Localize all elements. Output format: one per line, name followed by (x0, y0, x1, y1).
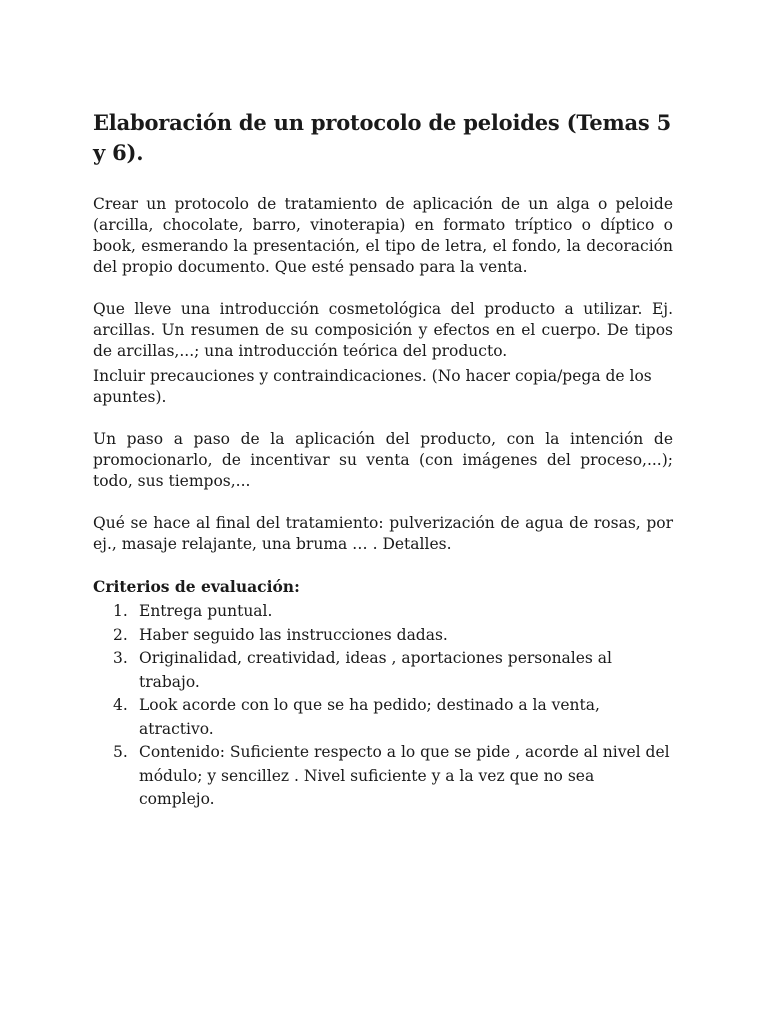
paragraph-final: Qué se hace al final del tratamiento: pulverización de agua de rosas, por ej., masaje relajante, una bruma … . Detalles. (93, 514, 673, 553)
criteria-number: 1. (113, 602, 128, 620)
criteria-text: Look acorde con lo que se ha pedido; destinado a la venta, atractivo. (139, 696, 600, 738)
criteria-text: Originalidad, creatividad, ideas , aportaciones personales al trabajo. (139, 649, 613, 691)
criteria-text: Entrega puntual. (139, 602, 273, 620)
document-page (93, 108, 673, 812)
paragraph-precautions: Incluir precauciones y contraindicaciones. (No hacer copia/pega de los apuntes). (93, 367, 652, 406)
document-title: Elaboración de un protocolo de peloides (Temas 5 y 6). (93, 110, 672, 165)
paragraph-steps: Un paso a paso de la aplicación del producto, con la intención de promocionarlo, de incentivar su venta (con imágenes del proceso,...); todo, sus tiempos,... (93, 430, 673, 490)
criteria-item (93, 741, 673, 812)
criteria-text: Contenido: Suficiente respecto a lo que se pide , acorde al nivel del módulo; y sencillez . Nivel suficiente y a la vez que no sea complejo. (139, 743, 670, 808)
criteria-list (93, 600, 673, 812)
criteria-item (93, 647, 673, 694)
paragraph-cosmetology: Que lleve una introducción cosmetológica del producto a utilizar. Ej. arcillas. Un resumen de su composición y efectos en el cuerpo. De tipos de arcillas,...; una introducción teórica del producto. (93, 300, 673, 360)
criteria-heading: Criterios de evaluación: (93, 577, 300, 596)
criteria-number: 5. (113, 743, 128, 761)
criteria-number: 4. (113, 696, 128, 714)
paragraph-intro: Crear un protocolo de tratamiento de aplicación de un alga o peloide (arcilla, chocolate, barro, vinoterapia) en formato tríptico o díptico o book, esmerando la presentación, el tipo de letra, el fondo, la decoración del propio documento. Que esté pensado para la venta. (93, 195, 673, 276)
criteria-item (93, 600, 673, 624)
criteria-number: 2. (113, 625, 128, 644)
criteria-text: Haber seguido las instrucciones dadas. (139, 625, 448, 644)
criteria-item (93, 694, 673, 741)
criteria-item (93, 624, 673, 648)
criteria-number: 3. (113, 649, 128, 667)
